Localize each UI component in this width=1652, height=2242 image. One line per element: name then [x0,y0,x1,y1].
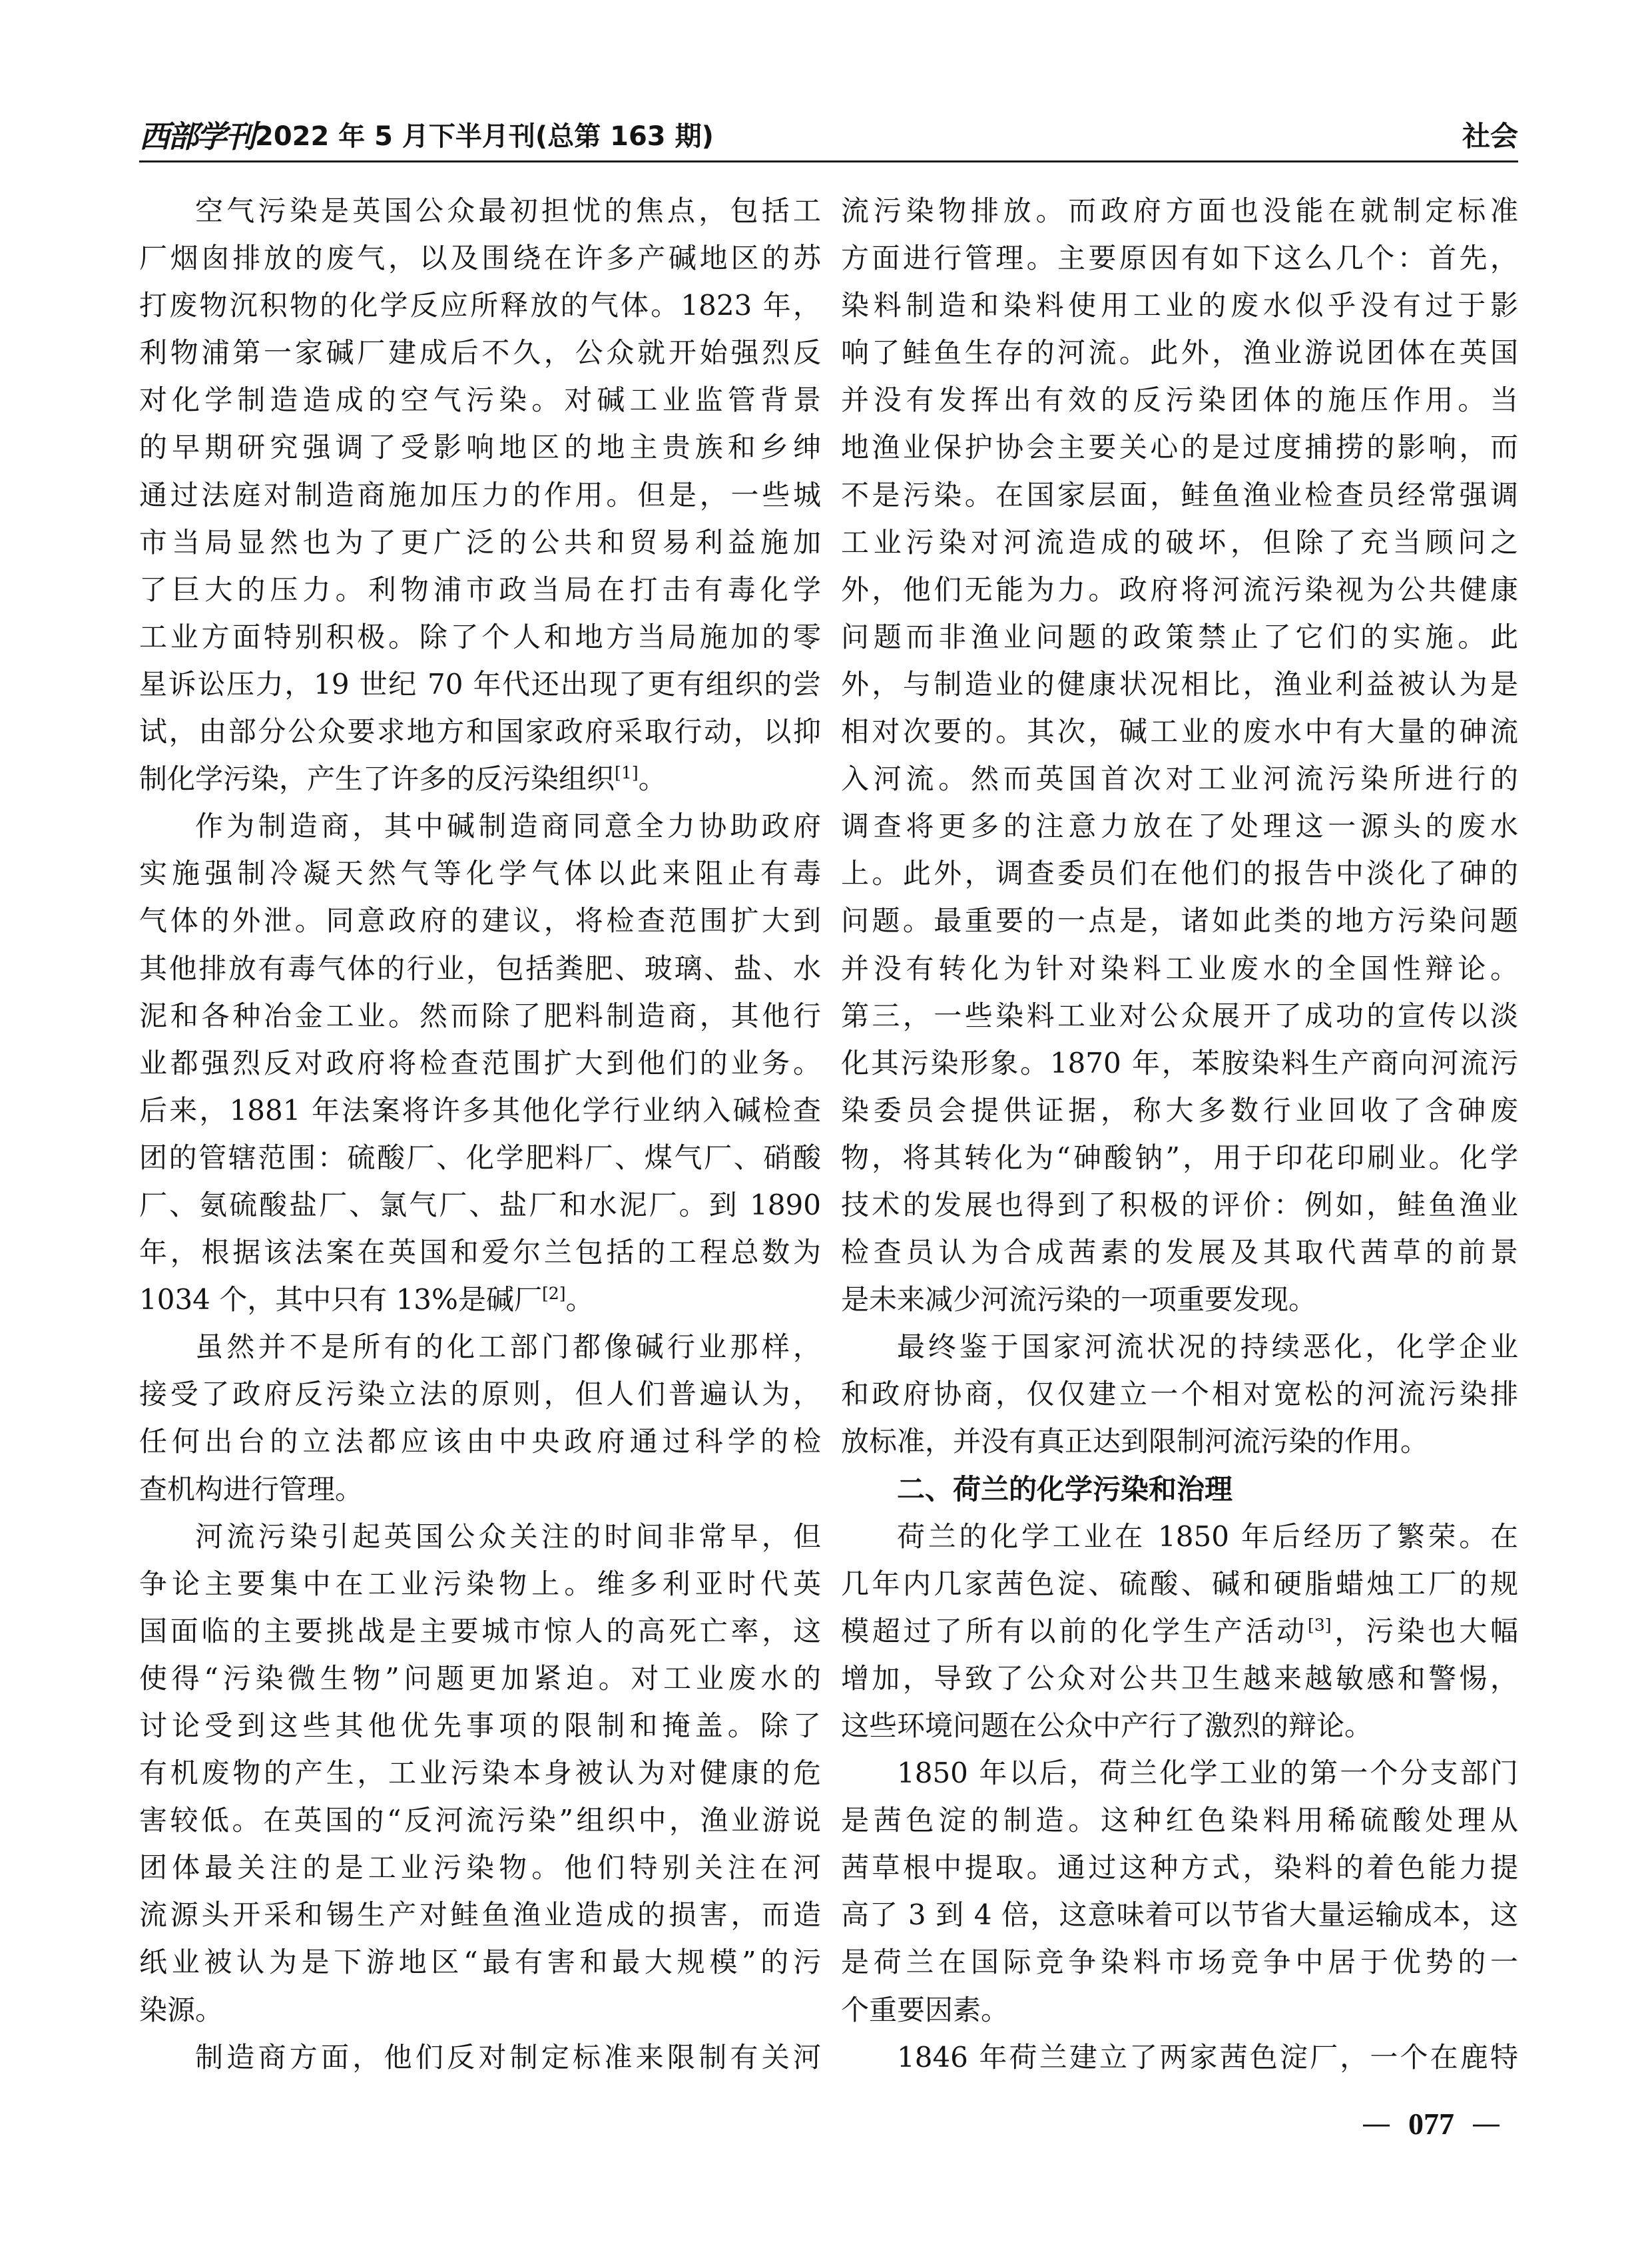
text-line: 响了鲑鱼生存的河流。此外，渔业游说团体在英国 [841,336,1518,370]
text-line: 问题而非渔业问题的政策禁止了它们的实施。此 [841,620,1518,653]
text-line: 流污染物排放。而政府方面也没能在就制定标准 [841,194,1518,227]
text-line: 实施强制冷凝天然气等化学气体以此来阻止有毒 [139,857,821,890]
text-line: 第三，一些染料工业对公众展开了成功的宣传以淡 [841,999,1518,1032]
text-line: 对化学制造造成的空气污染。对碱工业监管背景 [139,384,821,417]
header-title-group [139,116,714,157]
text-line: 化其污染形象。1870 年，苯胺染料生产商向河流污 [841,1046,1518,1079]
text-line: 泥和各种冶金工业。然而除了肥料制造商，其他行 [139,999,821,1032]
text-line: 团体最关注的是工业污染物。他们特别关注在河 [139,1851,821,1884]
text-column-left [139,187,821,2081]
paragraph [139,802,821,1323]
text-line: 作为制造商，其中碱制造商同意全力协助政府 [195,810,821,843]
text-line: 这些环境问题在公众中产行了激烈的辩论。 [841,1709,1373,1742]
page-footer [1362,2104,1501,2144]
text-line: 市当局显然也为了更广泛的公共和贸易利益施加 [139,525,821,559]
text-line: 染料制造和染料使用工业的废水似乎没有过于影 [841,289,1518,322]
text-segment: 制化学污染，产生了许多的反污染组织 [139,762,615,796]
text-line: 不是污染。在国家层面，鲑鱼渔业检查员经常强调 [841,478,1518,511]
text-line: 外，与制造业的健康状况相比，渔业利益被认为是 [841,667,1518,701]
text-line: 任何出台的立法都应该由中央政府通过科学的检 [139,1425,821,1458]
issue-info: 2022 年 5 月下半月刊(总第 163 期) [255,121,714,152]
text-line: 最终鉴于国家河流状况的持续恶化，化学企业 [897,1330,1518,1364]
paragraph [139,2034,821,2081]
text-line: 纸业被认为是下游地区“最有害和最大规模”的污 [139,1946,821,1979]
text-line: 利物浦第一家碱厂建成后不久，公众就开始强烈反 [139,336,821,370]
section-heading-text: 二、荷兰的化学污染和治理 [897,1472,1233,1506]
text-line: 后来，1881 年法案将许多其他化学行业纳入碱检查 [139,1093,821,1127]
footer-dash-right: — [1472,2107,1501,2141]
text-line [139,1276,821,1323]
text-segment: 。 [565,1283,594,1316]
text-line: 1846 年荷兰建立了两家茜色淀厂，一个在鹿特 [897,2040,1518,2074]
footer-dash-left: — [1362,2107,1391,2141]
text-line: 高了 3 到 4 倍，这意味着可以节省大量运输成本，这 [841,1898,1518,1932]
section-heading [841,1466,1518,1513]
text-line: 讨论受到这些其他优先事项的限制和掩盖。除了 [139,1709,821,1742]
text-line: 上。此外，调查委员们在他们的报告中淡化了砷的 [841,857,1518,890]
text-line [139,755,821,802]
text-line: 了巨大的压力。利物浦市政当局在打击有毒化学 [139,573,821,606]
text-line: 茜草根中提取。通过这种方式，染料的着色能力提 [841,1851,1518,1884]
text-segment: ，污染也大幅 [1331,1614,1518,1647]
text-line: 的早期研究强调了受影响地区的地主贵族和乡绅 [139,431,821,464]
text-line: 物，将其转化为“砷酸钠”，用于印花印刷业。化学 [841,1141,1518,1174]
text-line: 有机废物的产生，工业污染本身被认为对健康的危 [139,1757,821,1790]
running-header [139,116,1518,157]
text-line: 通过法庭对制造商施加压力的作用。但是，一些城 [139,478,821,511]
text-line: 染委员会提供证据，称大多数行业回收了含砷废 [841,1093,1518,1127]
text-line: 查机构进行管理。 [139,1472,364,1506]
text-line: 是未来减少河流污染的一项重要发现。 [841,1283,1317,1316]
text-segment: 模超过了所有以前的化学生产活动 [841,1614,1308,1647]
text-line: 厂烟囱排放的废气，以及围绕在许多产碱地区的苏 [139,242,821,275]
text-line: 地渔业保护协会主要关心的是过度捕捞的影响，而 [841,431,1518,464]
paragraph [139,187,821,802]
text-line: 打废物沉积物的化学反应所释放的气体。1823 年， [139,289,821,322]
paragraph [841,2034,1518,2081]
text-line: 气体的外泄。同意政府的建议，将检查范围扩大到 [139,904,821,938]
text-line: 染源。 [139,1993,224,2026]
text-line: 技术的发展也得到了积极的评价：例如，鲑鱼渔业 [841,1188,1518,1221]
citation-marker: [2] [541,1284,566,1304]
citation-marker: [1] [615,763,639,783]
text-line: 入河流。然而英国首次对工业河流污染所进行的 [841,762,1518,796]
text-line: 年，根据该法案在英国和爱尔兰包括的工程总数为 [139,1236,821,1269]
text-line: 是茜色淀的制造。这种红色染料用稀硫酸处理从 [841,1804,1518,1837]
text-line: 相对次要的。其次，碱工业的废水中有大量的砷流 [841,715,1518,748]
text-line: 增加，导致了公众对公共卫生越来越敏感和警惕， [841,1661,1518,1695]
paragraph [841,1323,1518,1465]
text-line: 空气污染是英国公众最初担忧的焦点，包括工 [195,194,821,227]
text-line: 并没有发挥出有效的反污染团体的施压作用。当 [841,384,1518,417]
text-segment: 1034 个，其中只有 13%是碱厂 [139,1283,542,1316]
text-line: 和政府协商，仅仅建立一个相对宽松的河流污染排 [841,1378,1518,1411]
text-line: 并没有转化为针对染料工业废水的全国性辩论。 [841,952,1518,985]
text-line: 工业污染对河流造成的破坏，但除了充当顾问之 [841,525,1518,559]
text-line: 是荷兰在国际竞争染料市场竞争中居于优势的一 [841,1946,1518,1979]
text-line: 外，他们无能为力。政府将河流污染视为公共健康 [841,573,1518,606]
text-line: 国面临的主要挑战是主要城市惊人的高死亡率，这 [139,1614,821,1647]
text-line: 争论主要集中在工业污染物上。维多利亚时代英 [139,1567,821,1600]
paragraph [139,1513,821,2034]
section-label: 社会 [1462,120,1518,152]
paragraph [139,1323,821,1512]
text-line: 放标准，并没有真正达到限制河流污染的作用。 [841,1425,1429,1458]
citation-marker: [3] [1307,1615,1332,1635]
text-line: 星诉讼压力，19 世纪 70 年代还出现了更有组织的尝 [139,667,821,701]
text-line: 1850 年以后，荷兰化学工业的第一个分支部门 [897,1757,1518,1790]
text-line: 业都强烈反对政府将检查范围扩大到他们的业务。 [139,1046,821,1079]
text-segment: 。 [638,762,667,796]
text-line: 害较低。在英国的“反河流污染”组织中，渔业游说 [139,1804,821,1837]
text-line: 厂、氨硫酸盐厂、氯气厂、盐厂和水泥厂。到 1890 [139,1188,821,1221]
text-line: 工业方面特别积极。除了个人和地方当局施加的零 [139,620,821,653]
text-line: 使得“污染微生物”问题更加紧迫。对工业废水的 [139,1661,821,1695]
text-line: 检查员认为合成茜素的发展及其取代茜草的前景 [841,1236,1518,1269]
text-line: 调查将更多的注意力放在了处理这一源头的废水 [841,810,1518,843]
text-line: 其他排放有毒气体的行业，包括粪肥、玻璃、盐、水 [139,952,821,985]
text-line: 方面进行管理。主要原因有如下这么几个：首先， [841,242,1518,275]
text-line: 接受了政府反污染立法的原则，但人们普遍认为， [139,1378,821,1411]
text-line [841,1607,1518,1655]
text-line: 制造商方面，他们反对制定标准来限制有关河 [195,2040,821,2074]
text-line: 几年内几家茜色淀、硫酸、碱和硬脂蜡烛工厂的规 [841,1567,1518,1600]
text-line: 荷兰的化学工业在 1850 年后经历了繁荣。在 [897,1520,1518,1553]
text-line: 问题。最重要的一点是，诸如此类的地方污染问题 [841,904,1518,938]
text-line: 流源头开采和锡生产对鲑鱼渔业造成的损害，而造 [139,1898,821,1932]
text-line: 河流污染引起英国公众关注的时间非常早，但 [195,1520,821,1553]
paragraph [841,1513,1518,1749]
paragraph [841,1749,1518,2034]
journal-logo: 西部学刊 [139,119,254,154]
text-column-right [841,187,1518,2081]
paragraph [841,187,1518,1323]
text-line: 团的管辖范围：硫酸厂、化学肥料厂、煤气厂、硝酸 [139,1141,821,1174]
header-rule [139,160,1518,162]
page-number: 077 [1408,2107,1454,2141]
text-line: 个重要因素。 [841,1993,1009,2026]
text-line: 试，由部分公众要求地方和国家政府采取行动，以抑 [139,715,821,748]
text-line: 虽然并不是所有的化工部门都像碱行业那样， [195,1330,821,1364]
